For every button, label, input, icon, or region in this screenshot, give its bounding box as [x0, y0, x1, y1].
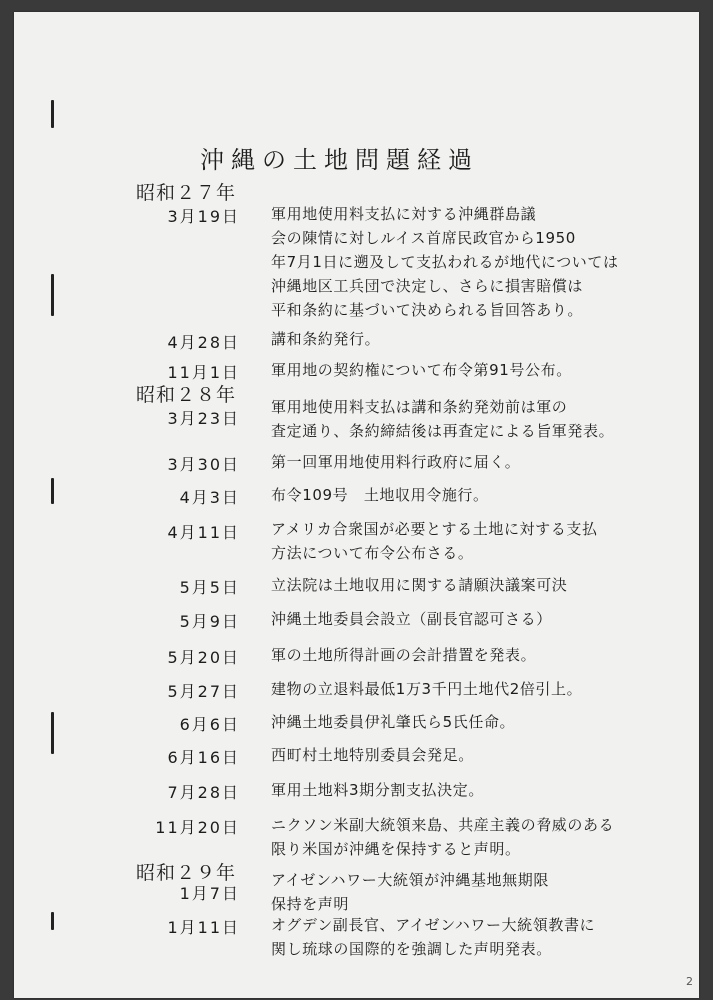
- entry-text: [271, 913, 681, 961]
- entry-date: 6月6日: [179, 715, 240, 734]
- era-heading: 昭和２７年: [136, 182, 237, 204]
- staple-hole: [51, 478, 54, 504]
- entry-line: 軍の土地所得計画の会計措置を発表。: [271, 646, 537, 664]
- entry-date: 1月11日: [167, 918, 240, 937]
- entry-line: 会の陳情に対しルイス首席民政官から1950: [271, 229, 576, 247]
- document-title: 沖縄の土地問題経過: [200, 146, 479, 174]
- entry-line: 軍用地使用料支払は講和条約発効前は軍の: [271, 398, 568, 416]
- entry-text: [271, 778, 681, 802]
- entry-date: 3月19日: [167, 207, 240, 226]
- entry-line: ニクソン米副大統領来島、共産主義の脅威のある: [271, 816, 615, 834]
- entry-line: 沖縄土地委員会設立（副長官認可さる）: [271, 610, 552, 628]
- entry-date: 1月7日: [179, 884, 240, 903]
- entry-date: 4月11日: [167, 523, 240, 542]
- entry-text: [271, 483, 681, 507]
- entry-text: [271, 813, 681, 861]
- entry-line: オグデン副長官、アイゼンハワー大統領教書に: [271, 916, 596, 934]
- entry-date: 11月20日: [155, 818, 240, 837]
- entry-text: [271, 677, 681, 701]
- entry-date: 4月28日: [167, 333, 240, 352]
- entry-text: [271, 573, 681, 597]
- entry-text: [271, 358, 681, 382]
- era-heading: 昭和２８年: [136, 384, 237, 406]
- entry-line: 西町村土地特別委員会発足。: [271, 746, 474, 764]
- entry-text: [271, 743, 681, 767]
- entry-text: [271, 202, 681, 322]
- entry-line: 方法について布令公布さる。: [271, 544, 474, 562]
- entry-line: 沖縄土地委員伊礼肇氏ら5氏任命。: [271, 713, 516, 731]
- entry-line: 立法院は土地収用に関する請願決議案可決: [271, 576, 568, 594]
- entry-line: 建物の立退料最低1万3千円土地代2倍引上。: [271, 680, 583, 698]
- entry-text: [271, 450, 681, 474]
- staple-hole: [51, 912, 54, 930]
- entry-text: [271, 517, 681, 565]
- entry-line: 年7月1日に遡及して支払われるが地代については: [271, 253, 619, 271]
- entry-line: 布令109号 土地収用令施行。: [271, 486, 489, 504]
- entry-date: 3月23日: [167, 409, 240, 428]
- entry-line: 第一回軍用地使用料行政府に届く。: [271, 453, 521, 471]
- entry-text: [271, 607, 681, 631]
- entry-date: 4月3日: [179, 488, 240, 507]
- staple-hole: [51, 274, 54, 316]
- entry-line: アイゼンハワー大統領が沖縄基地無期限: [271, 871, 549, 889]
- entry-date: 6月16日: [167, 748, 240, 767]
- entry-line: 軍用地使用料支払に対する沖縄群島議: [271, 205, 537, 223]
- entry-line: 沖縄地区工兵団で決定し、さらに損害賠償は: [271, 277, 584, 295]
- entry-line: 保持を声明: [271, 895, 350, 913]
- entry-date: 3月30日: [167, 455, 240, 474]
- entry-line: 講和条約発行。: [271, 330, 381, 348]
- entry-date: 5月20日: [167, 648, 240, 667]
- entry-line: 平和条約に基づいて決められる旨回答あり。: [271, 301, 584, 319]
- entry-date: 7月28日: [167, 783, 240, 802]
- entry-date: 11月1日: [167, 363, 240, 382]
- entry-line: 関し琉球の国際的を強調した声明発表。: [271, 940, 552, 958]
- entry-line: 限り米国が沖縄を保持すると声明。: [271, 840, 521, 858]
- entry-text: [271, 643, 681, 667]
- entry-line: 軍用土地料3期分割支払決定。: [271, 781, 484, 799]
- entry-date: 5月5日: [179, 578, 240, 597]
- staple-hole: [51, 100, 54, 128]
- entry-text: [271, 710, 681, 734]
- entry-line: 査定通り、条約締結後は再査定による旨軍発表。: [271, 422, 615, 440]
- staple-hole: [51, 712, 54, 754]
- entry-text: [271, 327, 681, 351]
- page-number: 2: [686, 975, 693, 988]
- era-heading: 昭和２９年: [136, 862, 237, 884]
- entry-text: [271, 868, 681, 916]
- entry-line: アメリカ合衆国が必要とする土地に対する支払: [271, 520, 598, 538]
- entry-text: [271, 395, 681, 443]
- entry-date: 5月27日: [167, 682, 240, 701]
- entry-line: 軍用地の契約権について布令第91号公布。: [271, 361, 572, 379]
- entry-date: 5月9日: [179, 612, 240, 631]
